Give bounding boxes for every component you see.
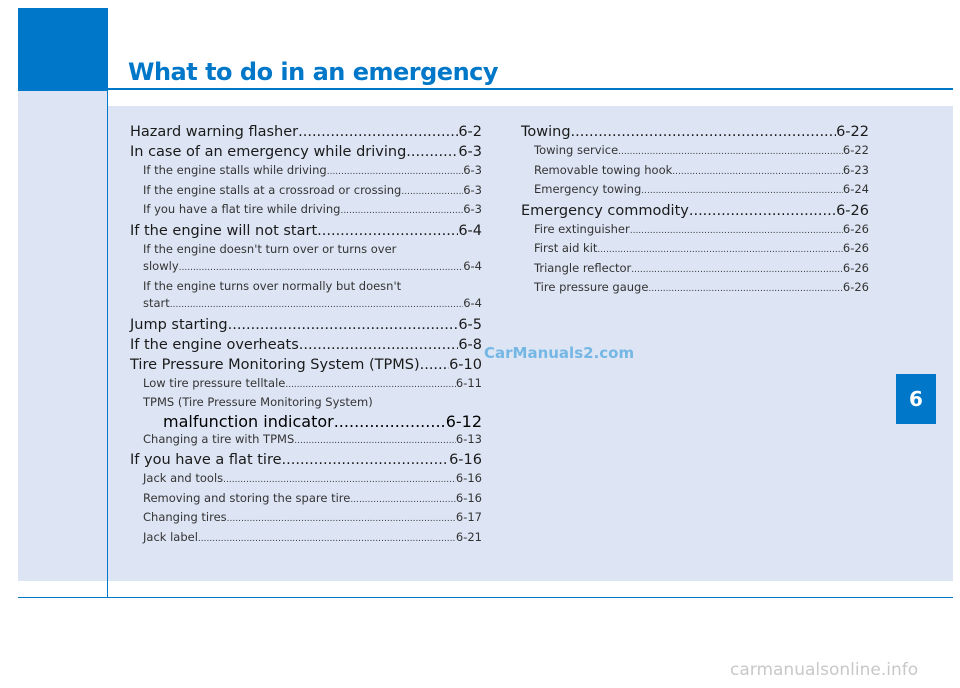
toc-entry-line[interactable]: If the engine doesn't turn over or turns over: [143, 241, 397, 256]
dot-leader: [282, 450, 450, 470]
toc-subsection-entry[interactable]: [130, 509, 482, 529]
page-title: What to do in an emergency: [128, 58, 499, 86]
toc-subsection-entry[interactable]: [130, 201, 482, 221]
toc-page-number: 6-4: [463, 296, 482, 310]
dot-leader: [630, 223, 843, 241]
toc-subsection-entry[interactable]: [521, 221, 869, 241]
toc-section-entry[interactable]: [130, 142, 482, 162]
toc-entry-label: malfunction indicator: [163, 411, 334, 431]
left-margin-panel: [18, 8, 107, 581]
toc-page-number: 6-24: [842, 182, 869, 196]
footer-watermark: carmanualsonline.info: [730, 660, 919, 680]
dot-leader: [648, 281, 842, 299]
toc-section-entry[interactable]: [521, 122, 869, 142]
dot-leader: [689, 201, 836, 221]
toc-entry-label: Emergency commodity: [521, 202, 689, 219]
toc-entry-label: Removing and storing the spare tire: [143, 490, 351, 505]
site-watermark: CarManuals2.com: [484, 344, 635, 362]
toc-entry-label: If the engine stalls at a crossroad or crossing: [143, 182, 402, 197]
toc-subsection-entry[interactable]: [521, 162, 869, 182]
header-color-block: [18, 8, 107, 91]
toc-entry-line[interactable]: TPMS (Tire Pressure Monitoring System): [143, 395, 373, 409]
toc-entry-label: If you have a flat tire while driving: [143, 202, 341, 216]
toc-entry-label: Tire Pressure Monitoring System (TPMS): [130, 356, 420, 373]
toc-entry-label: If you have a flat tire: [130, 452, 282, 468]
dot-leader: [179, 260, 464, 278]
toc-entry-label: Emergency towing: [534, 182, 642, 196]
toc-page-number: 6-4: [463, 259, 482, 273]
toc-entry-label: Jump starting: [130, 316, 228, 333]
toc-column-left: [130, 122, 482, 548]
toc-subsection-entry[interactable]: [130, 470, 482, 490]
dot-leader: [317, 221, 458, 241]
dot-leader: [327, 164, 463, 182]
dot-leader: [672, 164, 843, 182]
toc-page-number: 6-22: [836, 124, 869, 140]
dot-leader: [285, 377, 456, 395]
toc-subsection-entry[interactable]: [130, 258, 482, 278]
toc-entry-label: Changing tires: [143, 510, 227, 524]
toc-subsection-entry[interactable]: [130, 529, 482, 549]
toc-entry-label: If the engine stalls while driving: [143, 163, 327, 177]
toc-section-entry[interactable]: [130, 315, 482, 335]
toc-entry-label: start: [143, 296, 170, 310]
toc-page-number: 6-13: [455, 431, 482, 446]
toc-subsection-entry[interactable]: [130, 490, 482, 510]
toc-section-entry[interactable]: [130, 221, 482, 241]
toc-entry-label: If the engine will not start: [130, 222, 318, 239]
dot-leader: [401, 184, 463, 202]
toc-entry-label: Hazard warning flasher: [130, 124, 299, 140]
toc-subsection-entry[interactable]: [130, 162, 482, 182]
toc-entry-label: First aid kit: [534, 241, 598, 255]
toc-subsection-entry[interactable]: [130, 375, 482, 395]
toc-section-entry[interactable]: [130, 355, 482, 375]
toc-page-number: 6-26: [842, 260, 869, 275]
dot-leader: [631, 262, 843, 280]
toc-subsection-entry[interactable]: [130, 431, 482, 451]
toc-page-number: 6-12: [445, 411, 482, 431]
toc-page-number: 6-8: [458, 336, 482, 353]
toc-entry-label: Towing: [521, 124, 571, 140]
toc-page-number: 6-26: [836, 202, 869, 219]
toc-entry-label: Towing service: [534, 143, 619, 157]
dot-leader: [294, 433, 456, 451]
toc-entry-label: Triangle reflector: [534, 260, 632, 275]
toc-entry-label: slowly: [143, 259, 179, 273]
toc-page-number: 6-22: [842, 143, 869, 157]
dot-leader: [298, 122, 458, 142]
chapter-tab[interactable]: 6: [896, 374, 936, 424]
toc-page-number: 6-3: [463, 182, 482, 197]
toc-section-entry[interactable]: [130, 450, 482, 470]
toc-entry-label: If the engine overheats: [130, 336, 299, 353]
toc-page-number: 6-16: [455, 471, 482, 485]
dot-leader: [406, 142, 458, 162]
toc-entry-label: In case of an emergency while driving: [130, 144, 407, 160]
toc-page-number: 6-2: [458, 124, 482, 140]
dot-leader: [641, 183, 843, 201]
dot-leader: [299, 335, 459, 355]
dot-leader: [227, 511, 456, 529]
toc-entry-label: Jack and tools: [143, 471, 224, 485]
toc-subsection-entry[interactable]: [521, 279, 869, 299]
dot-leader: [350, 492, 456, 510]
title-underline: [107, 88, 953, 90]
toc-entry-label: Jack label: [143, 529, 198, 544]
toc-page-number: 6-23: [842, 162, 869, 177]
toc-page-number: 6-5: [458, 316, 482, 333]
toc-entry-label: Low tire pressure telltale: [143, 375, 286, 390]
toc-entry-label: Fire extinguisher: [534, 221, 630, 236]
toc-page-number: 6-26: [842, 280, 869, 294]
dot-leader: [198, 531, 456, 549]
dot-leader: [618, 144, 843, 162]
toc-page-number: 6-10: [449, 356, 482, 373]
toc-page-number: 6-3: [463, 202, 482, 216]
dot-leader: [228, 315, 459, 335]
toc-page-number: 6-21: [455, 529, 482, 544]
toc-subsection-entry[interactable]: [130, 412, 482, 431]
bottom-rule: [18, 597, 953, 598]
toc-entry-line[interactable]: If the engine turns over normally but doesn't: [143, 278, 402, 293]
toc-page-number: 6-26: [842, 221, 869, 236]
toc-subsection-entry[interactable]: [521, 181, 869, 201]
toc-page-number: 6-11: [455, 375, 482, 390]
toc-section-entry[interactable]: [521, 201, 869, 221]
toc-page-number: 6-17: [455, 510, 482, 524]
toc-section-entry[interactable]: [130, 122, 482, 142]
dot-leader: [420, 355, 449, 375]
toc-entry-label: Changing a tire with TPMS: [143, 431, 295, 446]
toc-page-number: 6-4: [458, 222, 482, 239]
dot-leader: [571, 122, 837, 142]
toc-section-entry[interactable]: [130, 335, 482, 355]
dot-leader: [170, 297, 463, 315]
dot-leader: [334, 412, 446, 431]
toc-entry-label: Removable towing hook: [534, 162, 673, 177]
toc-subsection-entry[interactable]: [521, 142, 869, 162]
toc-page-number: 6-3: [463, 163, 482, 177]
dot-leader: [597, 242, 842, 260]
toc-subsection-entry[interactable]: [521, 260, 869, 280]
dot-leader: [223, 472, 456, 490]
toc-subsection-entry[interactable]: [521, 240, 869, 260]
margin-divider: [107, 8, 108, 598]
toc-page-number: 6-16: [455, 490, 482, 505]
toc-subsection-entry[interactable]: [130, 182, 482, 202]
toc-page-number: 6-3: [458, 144, 482, 160]
toc-subsection-entry[interactable]: [130, 295, 482, 315]
toc-page-number: 6-16: [449, 452, 482, 468]
toc-page-number: 6-26: [842, 241, 869, 255]
toc-entry-label: Tire pressure gauge: [534, 280, 649, 294]
dot-leader: [340, 203, 463, 221]
toc-column-right: [521, 122, 869, 299]
